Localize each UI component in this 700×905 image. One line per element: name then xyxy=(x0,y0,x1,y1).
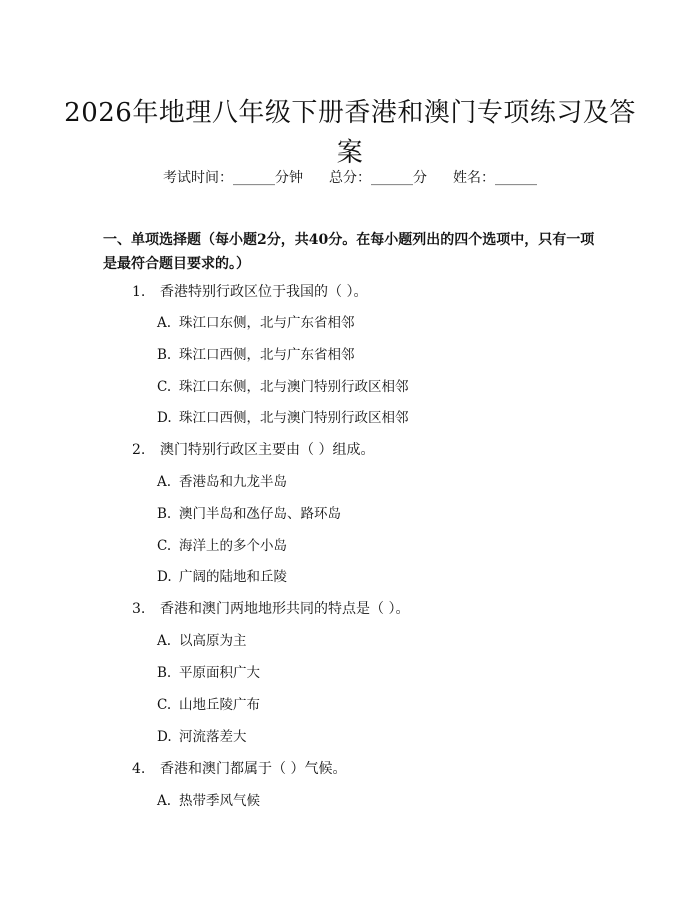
option-3d xyxy=(157,727,247,747)
option-text: 河流落差大 xyxy=(179,729,247,745)
question-text: 香港和澳门都属于（ ）气候。 xyxy=(160,761,347,777)
option-text: 香港岛和九龙半岛 xyxy=(179,474,287,490)
option-label: D. xyxy=(157,729,172,745)
option-label: A. xyxy=(157,474,172,490)
question-1 xyxy=(132,282,367,302)
option-text: 以高原为主 xyxy=(179,633,247,649)
option-text: 热带季风气候 xyxy=(179,793,260,809)
option-label: A. xyxy=(157,793,172,809)
option-1c xyxy=(157,377,409,397)
exam-meta xyxy=(0,168,700,188)
option-label: B. xyxy=(157,665,172,681)
option-3b xyxy=(157,663,260,683)
option-label: B. xyxy=(157,506,172,522)
option-2c xyxy=(157,536,287,556)
option-label: D. xyxy=(157,410,172,426)
question-number: 2. xyxy=(132,442,146,458)
option-label: C. xyxy=(157,697,172,713)
question-number: 4. xyxy=(132,761,146,777)
option-text: 广阔的陆地和丘陵 xyxy=(179,569,287,585)
option-1d xyxy=(157,408,409,428)
option-text: 海洋上的多个小岛 xyxy=(179,538,287,554)
option-2d xyxy=(157,567,287,587)
question-2 xyxy=(132,440,374,460)
question-number: 1. xyxy=(132,284,146,300)
option-label: A. xyxy=(157,633,172,649)
option-text: 珠江口东侧，北与澳门特别行政区相邻 xyxy=(179,379,409,395)
exam-time-label: 考试时间：______分钟 xyxy=(163,170,303,186)
option-1b xyxy=(157,345,355,365)
page-title: 2026年地理八年级下册香港和澳门专项练习及答案 xyxy=(64,98,636,169)
option-1a xyxy=(157,313,355,333)
total-score-label: 总分：______分 xyxy=(329,170,427,186)
option-label: B. xyxy=(157,347,172,363)
option-text: 珠江口西侧，北与广东省相邻 xyxy=(179,347,355,363)
option-label: A. xyxy=(157,315,172,331)
student-name-label: 姓名：______ xyxy=(453,170,537,186)
question-text: 香港和澳门两地地形共同的特点是（ ）。 xyxy=(160,601,410,617)
option-text: 珠江口东侧，北与广东省相邻 xyxy=(179,315,355,331)
option-text: 澳门半岛和氹仔岛、路环岛 xyxy=(179,506,341,522)
question-text: 澳门特别行政区主要由（ ）组成。 xyxy=(160,442,375,458)
option-text: 珠江口西侧，北与澳门特别行政区相邻 xyxy=(179,410,409,426)
question-4 xyxy=(132,759,346,779)
option-label: D. xyxy=(157,569,172,585)
section-heading: 一、单项选择题（每小题2分，共40分。在每小题列出的四个选项中，只有一项是最符合题目要求的。） xyxy=(103,232,595,272)
option-3c xyxy=(157,695,260,715)
option-text: 平原面积广大 xyxy=(179,665,260,681)
question-number: 3. xyxy=(132,601,146,617)
option-label: C. xyxy=(157,538,172,554)
option-text: 山地丘陵广布 xyxy=(179,697,260,713)
question-3 xyxy=(132,599,409,619)
question-text: 香港特别行政区位于我国的（ ）。 xyxy=(160,284,368,300)
option-label: C. xyxy=(157,379,172,395)
option-3a xyxy=(157,631,247,651)
option-2a xyxy=(157,472,287,492)
option-4a xyxy=(157,791,260,811)
option-2b xyxy=(157,504,341,524)
